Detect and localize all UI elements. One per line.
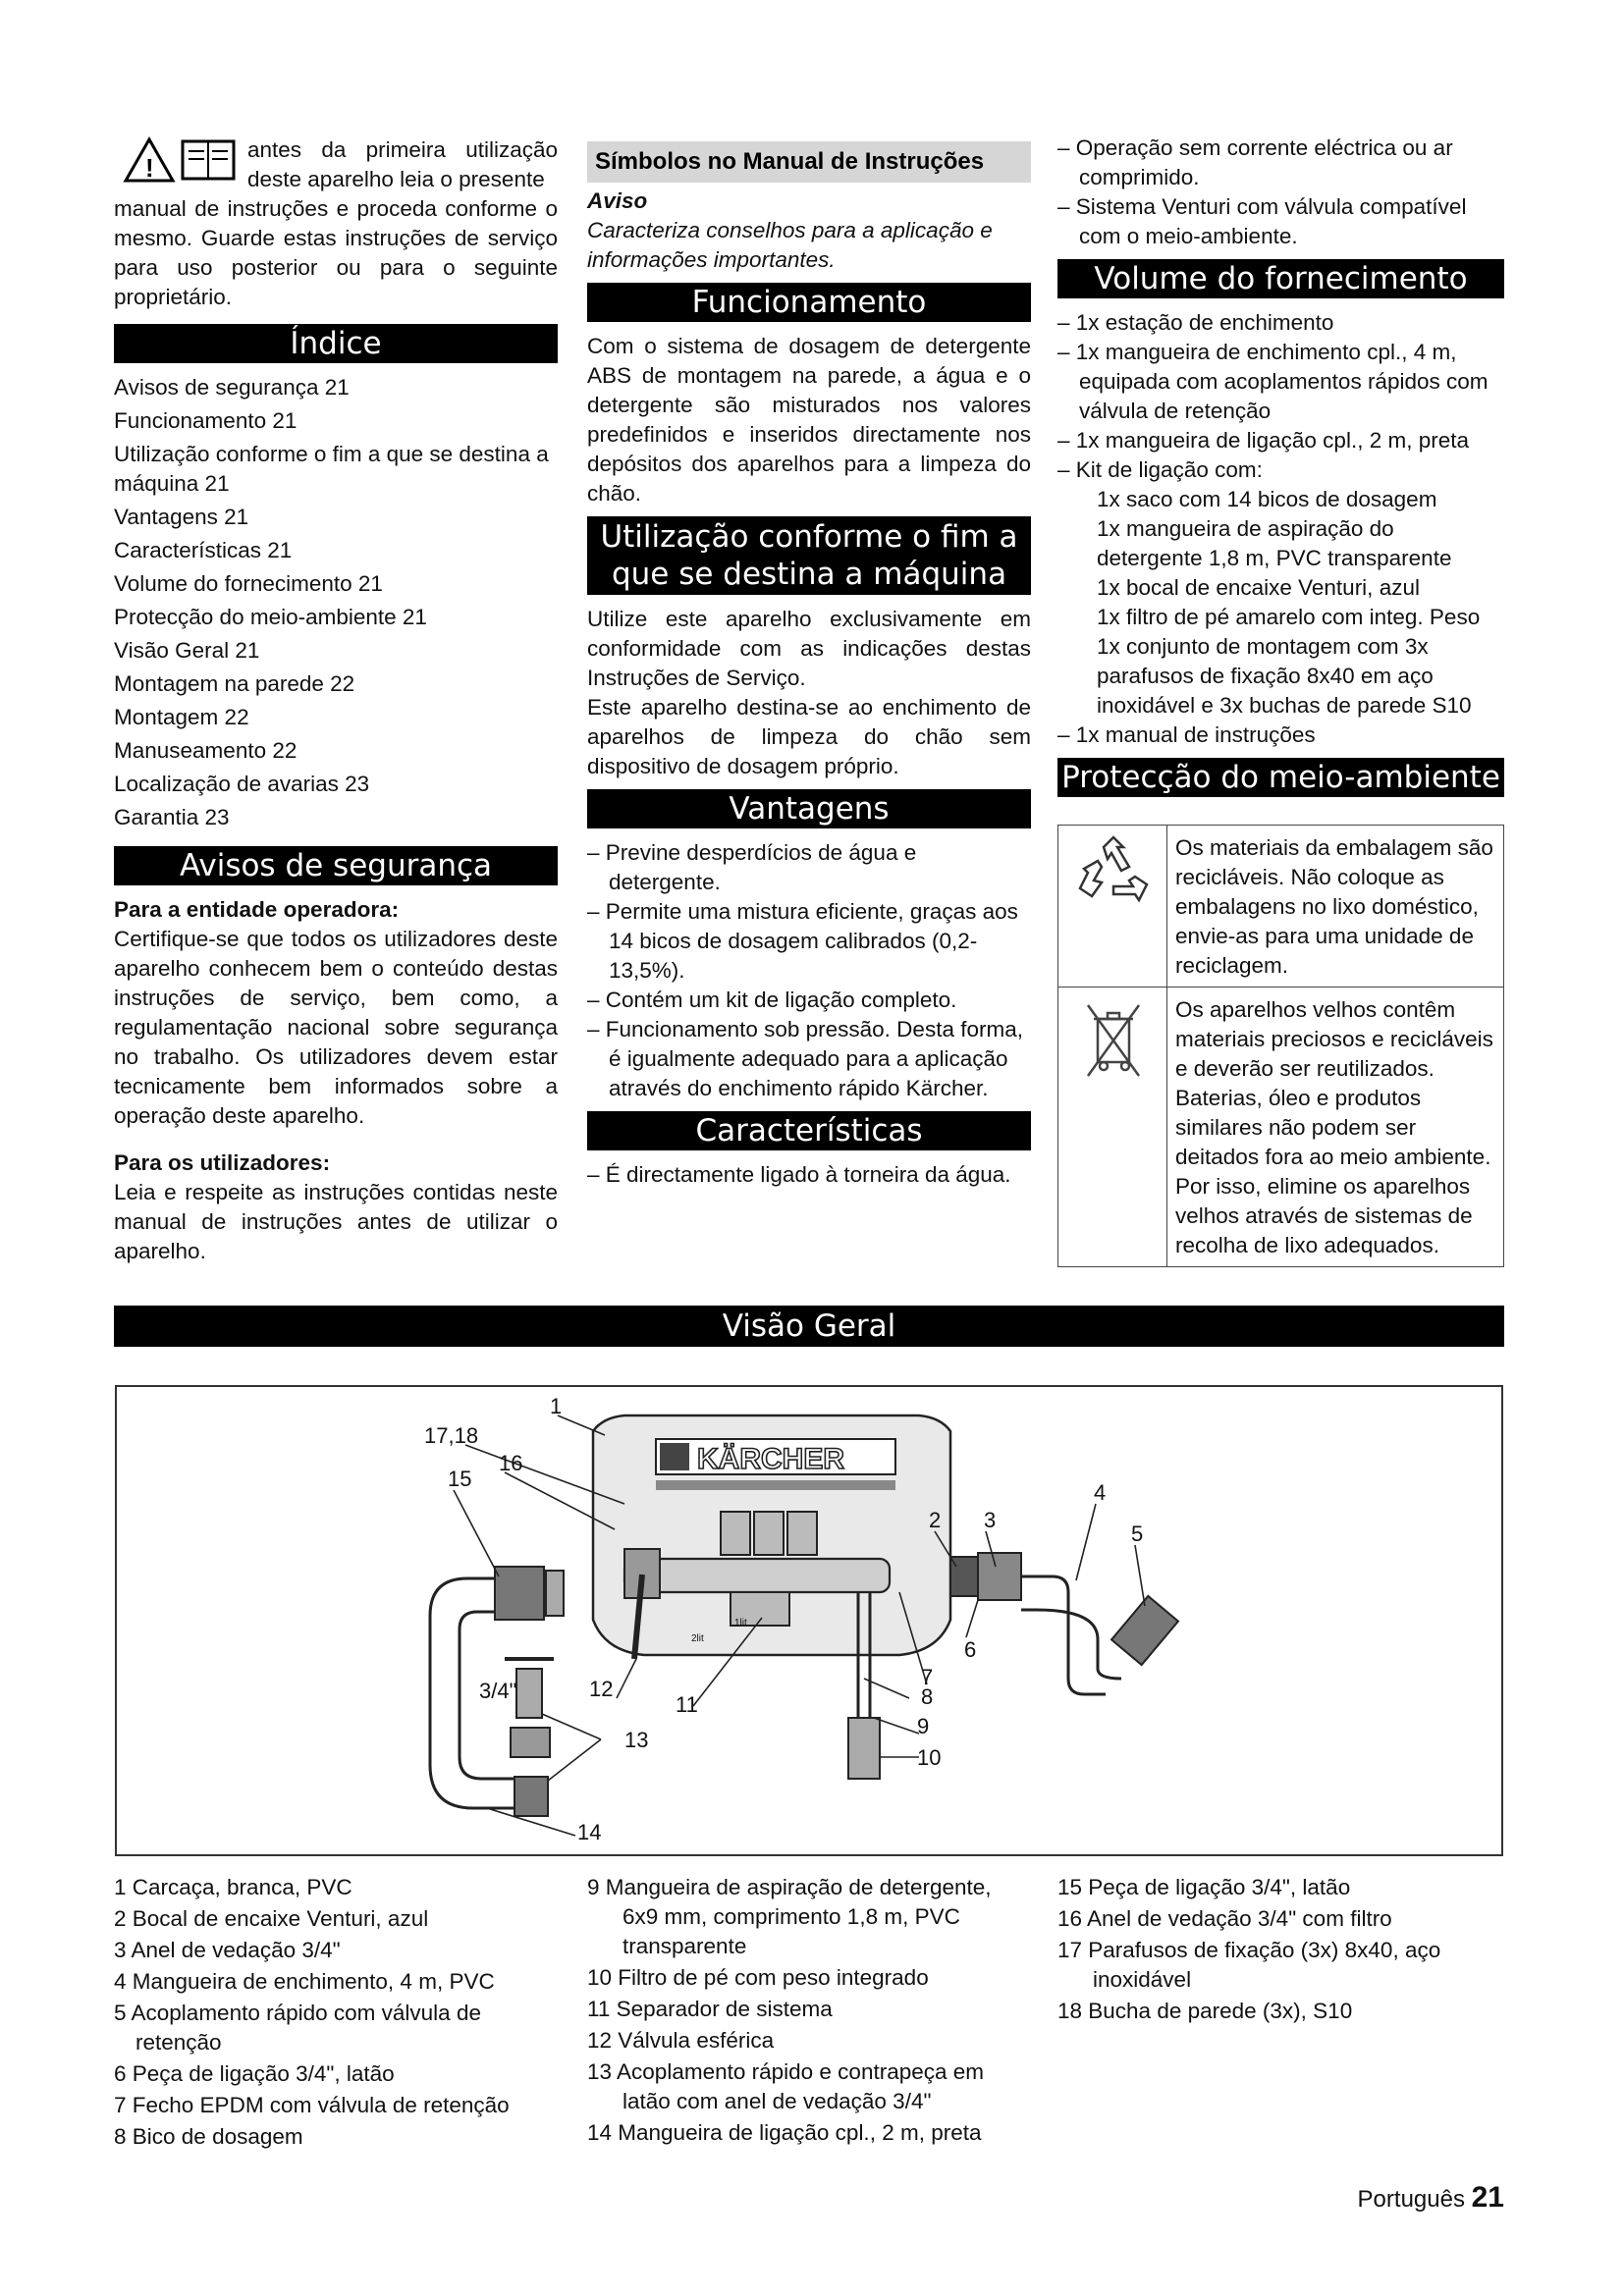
vantagens-heading: Vantagens xyxy=(587,789,1031,828)
toc-item[interactable]: Utilização conforme o fim a que se destina a máquina 21 xyxy=(114,442,549,496)
karcher-logo-text: KÄRCHER xyxy=(697,1443,844,1475)
small-label-2lit: 2lit xyxy=(691,1633,704,1644)
utilizacao-title-line2: que se destina a máquina xyxy=(611,557,1007,592)
utilizacao-title-line1: Utilização conforme o fim a xyxy=(600,519,1018,555)
part-item: 6 Peça de ligação 3/4", latão xyxy=(114,2061,395,2086)
part-item: 13 Acoplamento rápido e contrapeça em latão com anel de vedação 3/4" xyxy=(587,2059,985,2113)
label-15: 15 xyxy=(448,1467,472,1491)
label-2: 2 xyxy=(929,1508,942,1532)
label-17-18: 17,18 xyxy=(424,1423,479,1448)
label-14: 14 xyxy=(577,1820,602,1844)
parts-col-2 xyxy=(587,1873,1031,2150)
label-three-quarter: 3/4" xyxy=(479,1679,517,1703)
proteccao-row2-text: Os aparelhos velhos contêm materiais preciosos e recicláveis e deverão ser reutilizados. Baterias, óleo e produtos similares não podem ser deitados fora ao meio ambiente. Por isso, elimine os aparelhos velhos através de sistemas de recolha de lixo adequados. xyxy=(1167,988,1504,1267)
part-item: 16 Anel de vedação 3/4" com filtro xyxy=(1057,1906,1392,1931)
column-3 xyxy=(1057,133,1504,1267)
volume-item: – Kit de ligação com: xyxy=(1057,457,1263,482)
aviso-text: Caracteriza conselhos para a aplicação e informações importantes. xyxy=(587,218,993,272)
parts-col-1 xyxy=(114,1873,558,2154)
volume-item: – 1x mangueira de ligação cpl., 2 m, preta xyxy=(1057,428,1469,453)
part-item: 8 Bico de dosagem xyxy=(114,2124,303,2149)
toc-item[interactable]: Funcionamento 21 xyxy=(114,408,298,433)
kit-item: 1x mangueira de aspiração do detergente 1,8 m, PVC transparente xyxy=(1097,516,1452,570)
volume-item: – 1x manual de instruções xyxy=(1057,722,1316,747)
vantagem-item: – Contém um kit de ligação completo. xyxy=(587,988,957,1012)
avisos-heading: Avisos de segurança xyxy=(114,846,558,885)
vantagem-item: – Previne desperdícios de água e detergente. xyxy=(587,840,917,894)
part-item: 4 Mangueira de enchimento, 4 m, PVC xyxy=(114,1969,495,1994)
label-12: 12 xyxy=(589,1677,614,1701)
caracteristicas-heading: Características xyxy=(587,1111,1031,1150)
toc-item[interactable]: Vantagens 21 xyxy=(114,505,249,529)
part-item: 10 Filtro de pé com peso integrado xyxy=(587,1965,929,1990)
visao-heading: Visão Geral xyxy=(114,1306,1504,1347)
avisos-text1: Certifique-se que todos os utilizadores deste aparelho conhecem bem o conteúdo destas instruções de serviço, bem como, a regulamentação nacional sobre segurança no trabalho. Os utilizadores devem estar tecnicamente bem informados sobre a operação deste aparelho. xyxy=(114,927,558,1128)
label-6: 6 xyxy=(964,1637,977,1662)
part-item: 15 Peça de ligação 3/4", latão xyxy=(1057,1875,1351,1899)
part-item: 12 Válvula esférica xyxy=(587,2028,775,2053)
volume-heading: Volume do fornecimento xyxy=(1057,259,1504,298)
avisos-sub2: Para os utilizadores: xyxy=(114,1150,331,1175)
funcionamento-heading: Funcionamento xyxy=(587,283,1031,322)
left-coupling xyxy=(495,1567,544,1620)
weee-bin-icon-cell xyxy=(1058,988,1167,1267)
proteccao-table xyxy=(1057,825,1504,1267)
small-label-1lit: 1lit xyxy=(734,1618,747,1629)
part-item: 18 Bucha de parede (3x), S10 xyxy=(1057,1999,1353,2023)
part-item: 7 Fecho EPDM com válvula de retenção xyxy=(114,2093,510,2117)
label-5: 5 xyxy=(1131,1522,1144,1546)
toc-item[interactable]: Visão Geral 21 xyxy=(114,638,260,663)
vantagem-item: – Permite uma mistura eficiente, graças aos 14 bicos de dosagem calibrados (0,2-13,5%). xyxy=(587,899,1018,983)
recycle-icon xyxy=(1074,833,1153,912)
toc-item[interactable]: Manuseamento 22 xyxy=(114,738,298,763)
kit-item: 1x filtro de pé amarelo com integ. Peso xyxy=(1097,605,1481,629)
toc-item[interactable]: Localização de avarias 23 xyxy=(114,772,370,796)
svg-text:!: ! xyxy=(145,153,154,183)
overview-diagram xyxy=(114,1384,1504,1857)
caracteristica-item: – É directamente ligado à torneira da água. xyxy=(587,1162,1011,1187)
proteccao-row1-text: Os materiais da embalagem são recicláveis. Não coloque as embalagens no lixo doméstico, envie-as para uma unidade de reciclagem. xyxy=(1167,826,1504,988)
volume-item: – 1x mangueira de enchimento cpl., 4 m, equipada com acoplamentos rápidos com válvula de retenção xyxy=(1057,340,1489,423)
intro-block xyxy=(114,135,558,312)
toc-item[interactable]: Garantia 23 xyxy=(114,805,230,829)
column-1 xyxy=(114,135,558,1266)
toc-item[interactable]: Montagem na parede 22 xyxy=(114,671,355,696)
part-item: 14 Mangueira de ligação cpl., 2 m, preta xyxy=(587,2120,982,2145)
indice-heading: Índice xyxy=(114,324,558,363)
label-13: 13 xyxy=(624,1728,649,1752)
feature-item: – Sistema Venturi com válvula compatível com o meio-ambiente. xyxy=(1057,194,1467,248)
label-10: 10 xyxy=(917,1745,942,1770)
indice-list xyxy=(114,373,558,832)
parts-col-3 xyxy=(1057,1873,1504,2028)
volume-item: – 1x estação de enchimento xyxy=(1057,310,1334,335)
funcionamento-text: Com o sistema de dosagem de detergente ABS de montagem na parede, a água e o detergente são misturados nos valores predefinidos e inseridos directamente nos depósitos dos aparelhos para a limpeza do chão. xyxy=(587,334,1031,506)
utilizacao-text2: Este aparelho destina-se ao enchimento de aparelhos de limpeza do chão sem dispositivo de dosagem próprio. xyxy=(587,695,1031,778)
page-footer xyxy=(1358,2181,1504,2215)
label-9: 9 xyxy=(917,1714,930,1738)
part-item: 1 Carcaça, branca, PVC xyxy=(114,1875,352,1899)
tap xyxy=(516,1669,542,1718)
part-item: 2 Bocal de encaixe Venturi, azul xyxy=(114,1906,429,1931)
kit-item: 1x conjunto de montagem com 3x parafusos de fixação 8x40 em aço inoxidável e 3x buchas de parede S10 xyxy=(1097,634,1472,718)
footer-language: Português xyxy=(1357,2186,1465,2213)
part-item: 17 Parafusos de fixação (3x) 8x40, aço inoxidável xyxy=(1057,1938,1441,1992)
feature-item: – Operação sem corrente eléctrica ou ar comprimido. xyxy=(1057,135,1453,189)
part-item: 9 Mangueira de aspiração de detergente, 6x9 mm, comprimento 1,8 m, PVC transparente xyxy=(587,1875,992,1958)
aviso-label: Aviso xyxy=(587,188,648,213)
foot-filter xyxy=(848,1718,880,1779)
recycle-icon-cell xyxy=(1058,826,1167,988)
avisos-text2: Leia e respeite as instruções contidas neste manual de instruções antes de utilizar o aparelho. xyxy=(114,1180,558,1263)
proteccao-heading: Protecção do meio-ambiente xyxy=(1057,758,1504,797)
proteccao-row-recycle xyxy=(1058,826,1504,988)
vantagem-item: – Funcionamento sob pressão. Desta forma, é igualmente adequado para a aplicação através do enchimento rápido Kärcher. xyxy=(587,1017,1023,1100)
toc-item[interactable]: Volume do fornecimento 21 xyxy=(114,571,383,596)
toc-item[interactable]: Características 21 xyxy=(114,538,293,562)
manifold xyxy=(624,1559,890,1592)
warning-manual-icon xyxy=(122,135,244,185)
avisos-sub1: Para a entidade operadora: xyxy=(114,897,400,922)
toc-item[interactable]: Avisos de segurança 21 xyxy=(114,375,350,400)
part-item: 3 Anel de vedação 3/4" xyxy=(114,1938,341,1962)
label-8: 8 xyxy=(921,1684,934,1709)
kit-item: 1x bocal de encaixe Venturi, azul xyxy=(1097,575,1420,600)
logo-underline xyxy=(656,1480,895,1490)
column-2 xyxy=(587,141,1031,1190)
part-item: 11 Separador de sistema xyxy=(587,1997,833,2021)
part-item: 5 Acoplamento rápido com válvula de retenção xyxy=(114,2001,481,2055)
label-11: 11 xyxy=(676,1692,698,1717)
karcher-logo-mark xyxy=(660,1443,689,1470)
simbolos-heading: Símbolos no Manual de Instruções xyxy=(587,141,1031,183)
label-1: 1 xyxy=(550,1394,563,1418)
intro-text-rest: manual de instruções e proceda conforme o mesmo. Guarde estas instruções de serviço para uso posterior ou para o seguinte proprietário. xyxy=(114,196,558,309)
label-16: 16 xyxy=(499,1451,523,1475)
label-7: 7 xyxy=(921,1665,934,1689)
kit-item: 1x saco com 14 bicos de dosagem xyxy=(1097,487,1437,511)
utilizacao-text1: Utilize este aparelho exclusivamente em conformidade com as indicações destas Instruções de Serviço. xyxy=(587,607,1031,690)
intro-text-first: antes da primeira utilização deste aparelho leia o presente xyxy=(247,137,558,191)
label-3: 3 xyxy=(984,1508,997,1532)
toc-item[interactable]: Protecção do meio-ambiente 21 xyxy=(114,605,427,629)
toc-item[interactable]: Montagem 22 xyxy=(114,705,249,729)
label-4: 4 xyxy=(1094,1480,1107,1505)
crossed-bin-icon xyxy=(1074,995,1153,1094)
page-number: 21 xyxy=(1471,2181,1504,2214)
proteccao-row-weee xyxy=(1058,988,1504,1267)
utilizacao-heading xyxy=(587,516,1031,595)
